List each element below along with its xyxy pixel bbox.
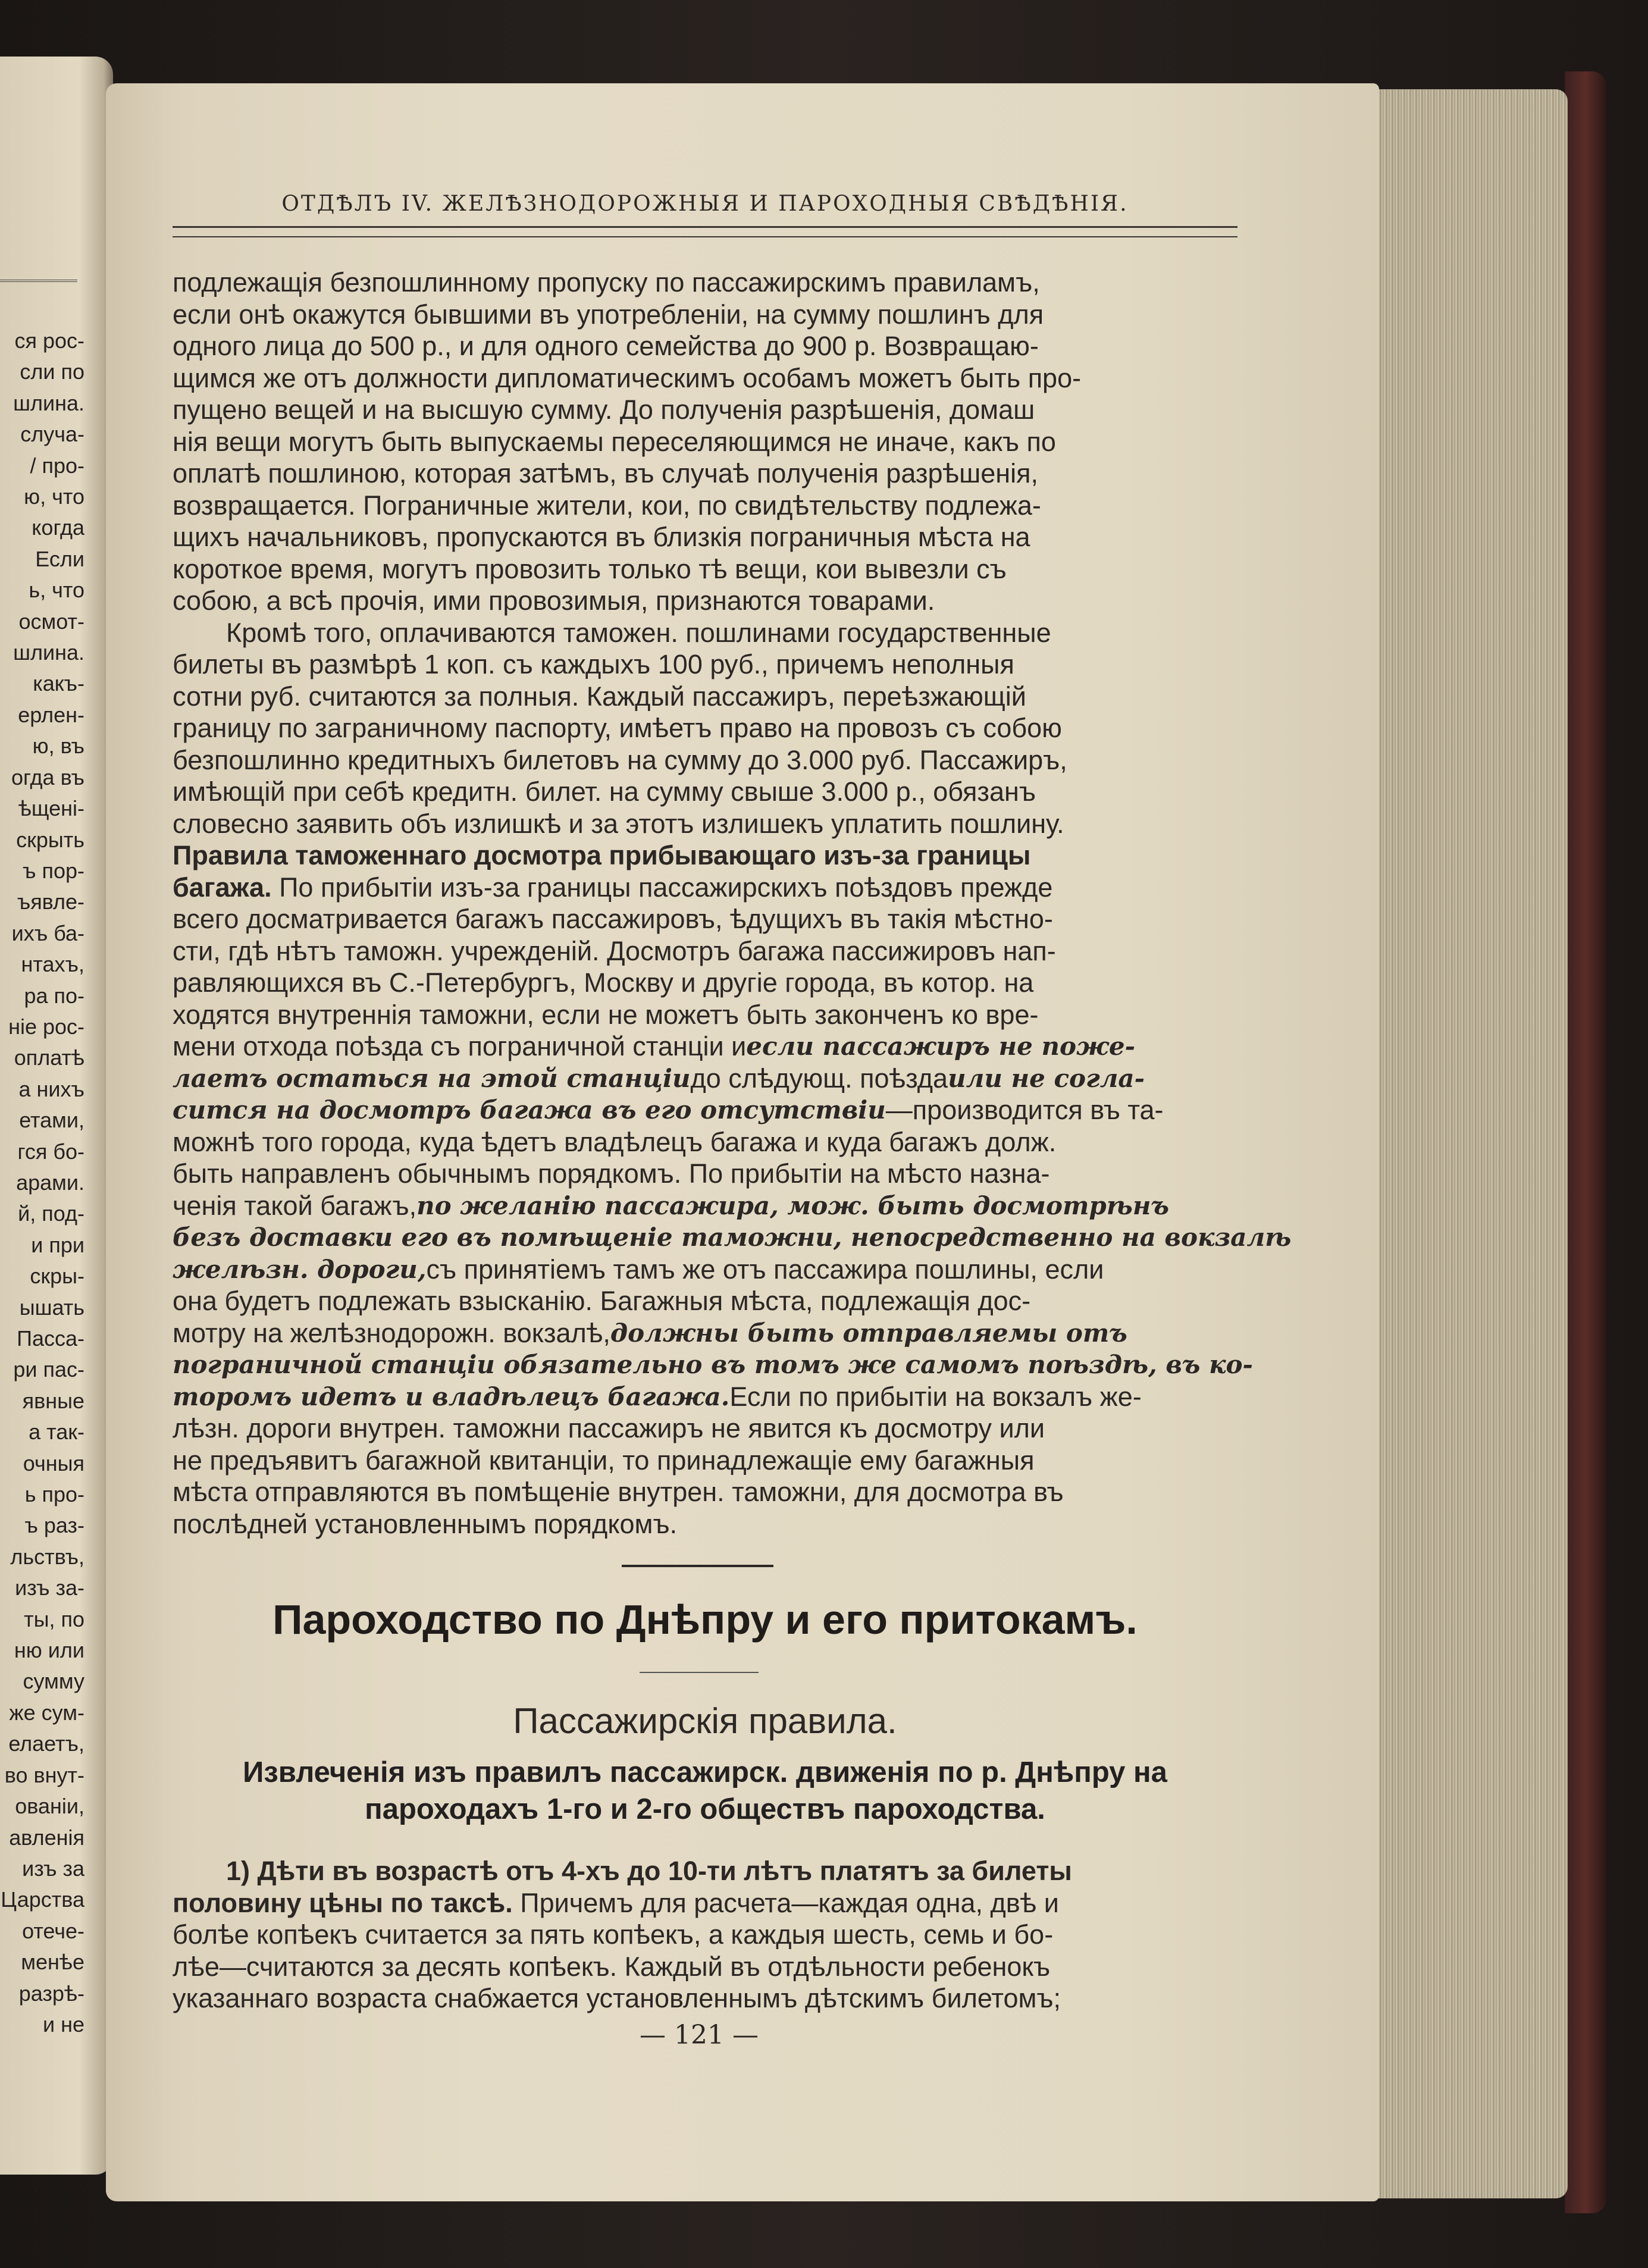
previous-page-line: ь про-	[24, 1482, 84, 1507]
text-line: короткое время, могутъ провозить только тѣ вещи, кои вывезли съ	[173, 553, 1007, 584]
previous-page-line: огда въ	[11, 765, 84, 790]
text-line: ходятся внутреннія таможни, если не можетъ быть законченъ ко вре-	[173, 999, 1039, 1030]
previous-page-line: / про-	[30, 453, 84, 478]
previous-page-line: оплатѣ	[14, 1045, 84, 1070]
previous-page-line: шлина.	[13, 640, 84, 665]
previous-page-edge	[0, 57, 113, 2175]
previous-page-line: й, под-	[18, 1201, 84, 1226]
previous-page-line: случа-	[20, 422, 84, 447]
text-line: мотру на желѣзнодорожн. вокзалѣ, должны быть отправляемы отъ	[173, 1317, 1127, 1348]
paragraph-customs-inspection	[173, 839, 1292, 1540]
previous-page-line: ри пас-	[13, 1357, 84, 1382]
text-line: нія вещи могутъ быть выпускаемы переселяющимся не иначе, какъ по	[173, 426, 1056, 457]
text-line: возвращается. Пограничные жители, кои, по свидѣтельству подлежа-	[173, 490, 1041, 521]
text-line: сотни руб. считаются за полныя. Каждый пассажиръ, переѣзжающій	[173, 681, 1026, 712]
previous-page-line: арами.	[16, 1170, 84, 1195]
header-rule	[173, 226, 1237, 237]
text-line: безъ доставки его въ помѣщеніе таможни, непосредственно на вокзалѣ	[173, 1223, 1292, 1252]
text-line: границу по заграничному паспорту, имѣетъ право на провозъ съ собою	[173, 713, 1062, 743]
previous-page-line: и при	[31, 1232, 84, 1257]
text-line: подлежащія безпошлинному пропуску по пассажирскимъ правиламъ,	[173, 267, 1040, 297]
text-line: торомъ идетъ и владѣлецъ багажа. Если по прибытіи на вокзалъ же-	[173, 1381, 1142, 1412]
previous-page-line: ихъ ба-	[11, 920, 84, 945]
previous-page-line: ерлен-	[18, 702, 84, 727]
previous-page-line: и не	[42, 2012, 84, 2037]
previous-page-line: Пасса-	[17, 1326, 84, 1351]
excerpt-line-1: Извлеченія изъ правилъ пассажирск. движенія по р. Днѣпру на	[243, 1756, 1167, 1788]
paragraph-import-allowance	[173, 267, 1237, 617]
previous-page-line: скрыть	[16, 827, 84, 852]
previous-page-line: ъявле-	[17, 889, 84, 914]
previous-page-line: льствъ,	[10, 1544, 84, 1569]
previous-page-line: ты, по	[24, 1606, 84, 1631]
text-line: щихъ начальниковъ, пропускаются въ близкія пограничныя мѣста на	[173, 522, 1030, 552]
running-head: ОТДѢЛЪ IV. ЖЕЛѢЗНОДОРОЖНЫЯ И ПАРОХОДНЫЯ СВѢДѢНІЯ.	[281, 192, 1129, 216]
rule-1-paragraph	[173, 1855, 1237, 2015]
previous-page-line: отече-	[22, 1918, 84, 1943]
page-edges	[1362, 89, 1568, 2198]
previous-page-text	[1, 325, 84, 2040]
subtitle-divider	[640, 1672, 759, 1673]
text-line: мени отхода поѣзда съ пограничной станціи и если пассажиръ не поже-	[173, 1031, 1136, 1061]
text-line: указаннаго возраста снабжается установленнымъ дѣтскимъ билетомъ;	[173, 1983, 1061, 2013]
previous-page-line: а так-	[29, 1420, 84, 1445]
previous-page-line: изъ за-	[15, 1575, 84, 1600]
text-line: словесно заявить объ излишкѣ и за этотъ излишекъ уплатить пошлину.	[173, 808, 1064, 839]
previous-page-line: ся рос-	[14, 328, 84, 353]
previous-page-line: ь, что	[29, 578, 84, 603]
previous-page-line: разрѣ-	[18, 1981, 84, 2006]
previous-page-line: а нихъ	[18, 1076, 84, 1101]
text-line: всего досматривается багажъ пассажировъ, ѣдущихъ въ такія мѣстно-	[173, 904, 1053, 934]
text-line: билеты въ размѣрѣ 1 коп. съ каждыхъ 100 руб., причемъ неполныя	[173, 649, 1014, 679]
text-line: равляющихся въ С.-Петербургъ, Москву и другіе города, въ котор. на	[173, 967, 1034, 998]
section-divider	[622, 1565, 773, 1567]
previous-page-line: явные	[22, 1388, 84, 1413]
text-line: ченія такой багажъ, по желанію пассажира, мож. быть досмотрѣнъ	[173, 1190, 1170, 1221]
text-line: пограничной станціи обязательно въ томъ же самомъ поѣздѣ, въ ко-	[173, 1350, 1253, 1379]
previous-page-line: какъ-	[33, 671, 84, 696]
excerpt-heading	[173, 1754, 1237, 1828]
previous-page-line: сли по	[20, 359, 84, 384]
text-line: оплатѣ пошлиною, которая затѣмъ, въ случаѣ полученія разрѣшенія,	[173, 458, 1038, 488]
section-title: Пароходство по Днѣпру и его притокамъ.	[272, 1596, 1138, 1643]
previous-page-line: ъ пор-	[22, 858, 84, 883]
previous-page-line: ю, что	[24, 484, 84, 509]
previous-page-line: ованіи,	[15, 1794, 84, 1819]
previous-page-line: ѣщені-	[18, 796, 84, 821]
text-line: безпошлинно кредитныхъ билетовъ на сумму до 3.000 руб. Пассажиръ,	[173, 744, 1067, 775]
text-line: Правила таможеннаго досмотра прибывающаго изъ-за границы	[173, 840, 1031, 870]
text-line: пущено вещей и на высшую сумму. До полученія разрѣшенія, домаш	[173, 394, 1035, 425]
previous-page-line: нтахъ,	[21, 952, 84, 977]
previous-page-line: очныя	[23, 1451, 84, 1476]
previous-page-line: шлина.	[13, 390, 84, 415]
previous-page-line: Царства	[1, 1887, 84, 1912]
previous-page-line: когда	[32, 515, 84, 540]
text-line: одного лица до 500 р., и для одного семейства до 900 р. Возвращаю-	[173, 331, 1039, 361]
previous-page-line: ю, въ	[32, 734, 84, 759]
previous-page-rule	[0, 280, 77, 282]
previous-page-line: сумму	[23, 1669, 84, 1694]
text-line: багажа. По прибытіи изъ-за границы пассажирскихъ поѣздовъ прежде	[173, 872, 1053, 903]
book-spine	[1565, 71, 1606, 2213]
previous-page-line: во внут-	[4, 1762, 84, 1787]
text-line: имѣющій при себѣ кредитн. билет. на сумму свыше 3.000 р., обязанъ	[173, 776, 1036, 807]
text-line: послѣдней установленнымъ порядкомъ.	[173, 1508, 678, 1539]
previous-page-line: осмот-	[18, 609, 84, 634]
previous-page-line: елаетъ,	[8, 1731, 84, 1756]
text-line: сти, гдѣ нѣтъ таможн. учрежденій. Досмотръ багажа пассижировъ нап-	[173, 935, 1056, 966]
text-line: Кромѣ того, оплачиваются таможен. пошлинами государственные	[226, 617, 1051, 648]
page-number: — 121 —	[640, 2020, 759, 2050]
text-line: лаетъ остаться на этой станціи до слѣдующ. поѣзда или не согла-	[173, 1063, 1145, 1094]
text-line: она будетъ подлежать взысканію. Багажныя мѣста, подлежащія дос-	[173, 1286, 1031, 1316]
text-line: лѣе—считаются за десять копѣекъ. Каждый въ отдѣльности ребенокъ	[173, 1951, 1051, 1982]
text-line: 1) Дѣти въ возрастѣ отъ 4-хъ до 10-ти лѣтъ платятъ за билеты	[226, 1856, 1072, 1886]
previous-page-line: же сум-	[9, 1700, 84, 1725]
previous-page-line: Если	[35, 546, 84, 571]
previous-page-line: авленія	[9, 1825, 84, 1850]
paragraph-credit-notes	[173, 617, 1237, 840]
previous-page-line: гся бо-	[17, 1139, 84, 1164]
previous-page-line: менѣе	[21, 1950, 84, 1975]
text-line: можнѣ того города, куда ѣдетъ владѣлецъ багажа и куда багажъ долж.	[173, 1126, 1057, 1157]
text-line: половину цѣны по таксѣ. Причемъ для расчета—каждая одна, двѣ и	[173, 1887, 1059, 1918]
previous-page-line: ню или	[14, 1638, 84, 1663]
previous-page-line: ра по-	[24, 983, 84, 1008]
previous-page-line: ышать	[19, 1295, 84, 1320]
body-text	[173, 267, 1292, 1540]
text-line: лѣзн. дороги внутрен. таможни пассажиръ не явится къ досмотру или	[173, 1413, 1045, 1443]
previous-page-line: скры-	[30, 1264, 84, 1289]
text-line: быть направленъ обычнымъ порядкомъ. По прибытіи на мѣсто назна-	[173, 1158, 1050, 1189]
text-line: щимся же отъ должности дипломатическимъ особамъ можетъ быть про-	[173, 362, 1082, 393]
previous-page-line: ъ раз-	[24, 1513, 84, 1538]
previous-page-line: етами,	[19, 1108, 84, 1133]
text-line: мѣста отправляются въ помѣщеніе внутрен. таможни, для досмотра въ	[173, 1477, 1064, 1507]
previous-page-line: изъ за	[22, 1856, 84, 1881]
text-line: не предъявитъ багажной квитанціи, то принадлежащіе ему багажныя	[173, 1445, 1035, 1476]
text-line: болѣе копѣекъ считается за пять копѣекъ, а каждыя шесть, семь и бо-	[173, 1919, 1054, 1950]
text-line: собою, а всѣ прочія, ими провозимыя, признаются товарами.	[173, 585, 935, 616]
previous-page-line: ніе рос-	[8, 1014, 84, 1039]
text-line: сится на досмотръ багажа въ его отсутствіи —производится въ та-	[173, 1095, 1164, 1125]
excerpt-line-2: пароходахъ 1-го и 2-го обществъ пароходства.	[365, 1793, 1045, 1825]
text-line: если онѣ окажутся бывшими въ употребленіи, на сумму пошлинъ для	[173, 299, 1044, 330]
section-subtitle: Пассажирскія правила.	[513, 1701, 897, 1741]
text-line: желѣзн. дороги, съ принятіемъ тамъ же отъ пассажира пошлины, если	[173, 1254, 1104, 1285]
